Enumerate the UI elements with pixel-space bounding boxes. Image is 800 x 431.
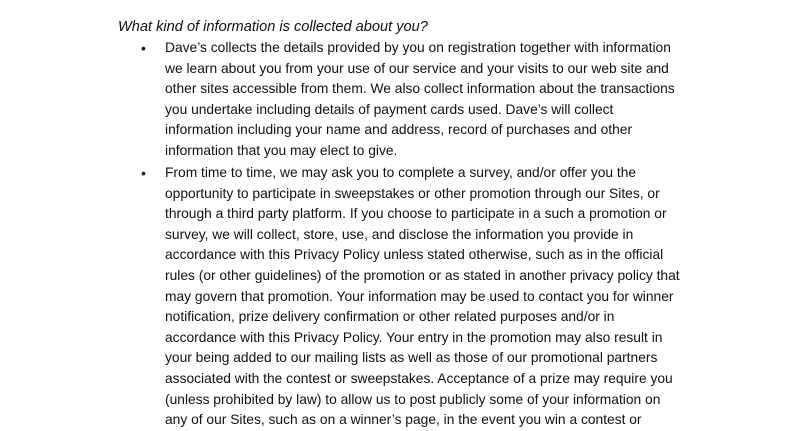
paragraph-line: accordance with this Privacy Policy. Your entry in the promotion may also result in: [165, 329, 663, 345]
paragraph-line: survey, we will collect, store, use, and disclose the information you provide in: [165, 226, 634, 242]
paragraph-line: may govern that promotion. Your information may be used to contact you for winner: [165, 288, 674, 304]
bullet-icon: •: [141, 40, 146, 56]
paragraph-line: you undertake including details of payment cards used. Dave’s will collect: [165, 101, 614, 117]
paragraph-line: accordance with this Privacy Policy unless stated otherwise, such as in the official: [165, 247, 664, 263]
paragraph-line: through a third party platform. If you choose to participate in a such a promotion or: [165, 206, 667, 222]
paragraph-line: (unless prohibited by law) to allow us to post publicly some of your information on: [165, 391, 661, 407]
section-heading: What kind of information is collected about you?: [118, 19, 428, 35]
paragraph-line: any of our Sites, such as on a winner’s page, in the event you win a contest or: [165, 412, 642, 428]
paragraph-line: information that you may elect to give.: [165, 142, 398, 158]
paragraph-line: notification, prize delivery confirmation or other related purposes and/or in: [165, 309, 615, 325]
bullet-paragraph: [165, 163, 695, 431]
paragraph-line: From time to time, we may ask you to complete a survey, and/or offer you the: [165, 165, 637, 180]
paragraph-line: other sites accessible from them. We also collect information about the transactions: [165, 81, 675, 97]
bullet-icon: •: [141, 165, 146, 181]
paragraph-line: Dave’s collects the details provided by you on registration together with information: [165, 40, 671, 55]
paragraph-line: associated with the contest or sweepstakes. Acceptance of a prize may require you: [165, 370, 673, 386]
paragraph-line: your being added to our mailing lists as well as those of our promotional partners: [165, 350, 658, 366]
paragraph-line: opportunity to participate in sweepstakes or other promotion through our Sites, or: [165, 185, 660, 201]
bullet-paragraph: [165, 38, 695, 162]
paragraph-line: rules (or other guidelines) of the promotion or as stated in another privacy policy that: [165, 267, 680, 283]
paragraph-line: we learn about you from your use of our service and your visits to our web site and: [165, 60, 669, 76]
paragraph-line: information including your name and address, record of purchases and other: [165, 122, 633, 138]
